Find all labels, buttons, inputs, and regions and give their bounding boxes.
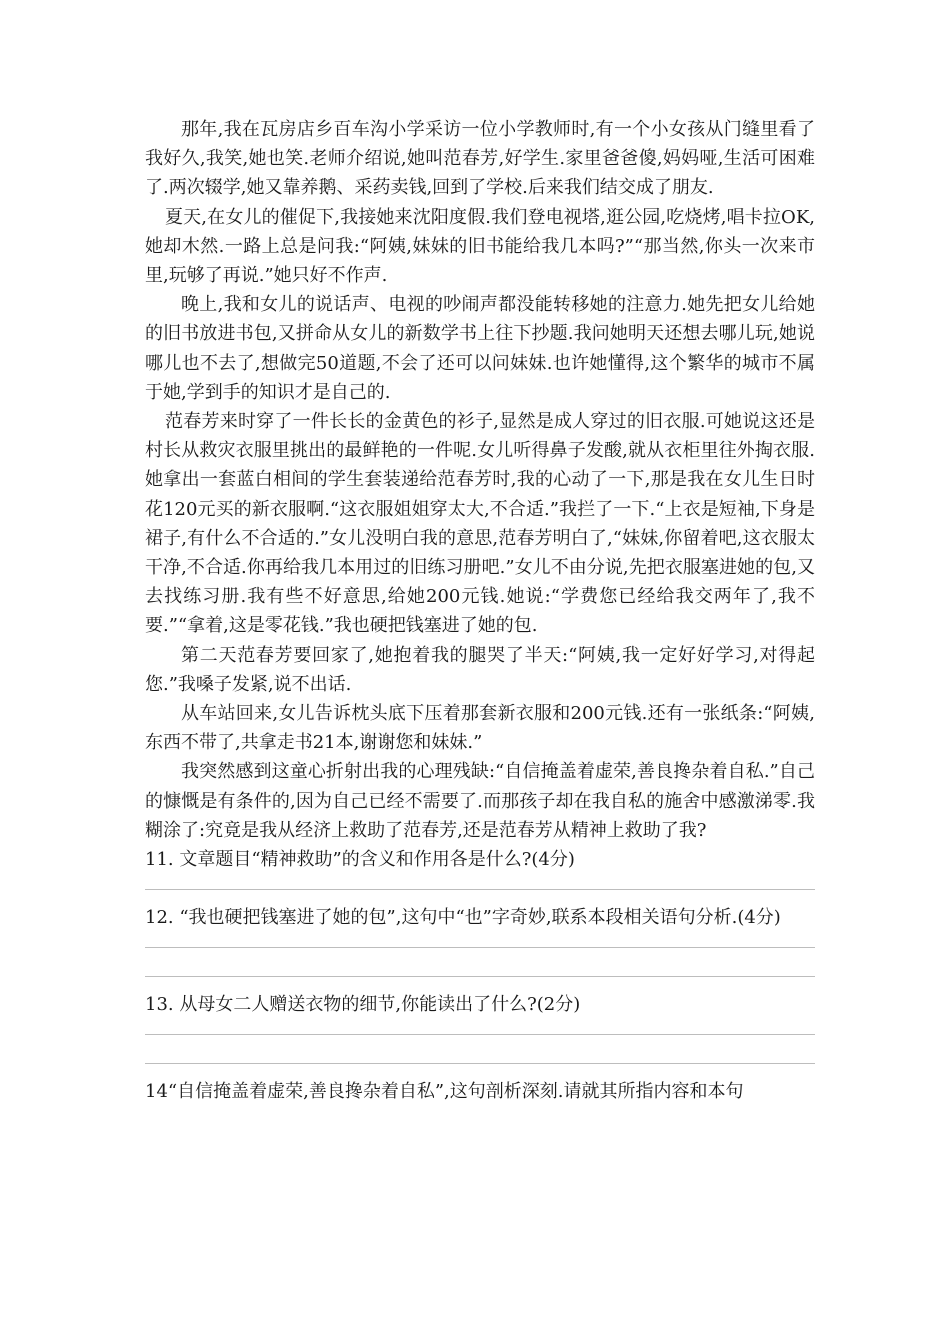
answer-line-13a[interactable] (145, 1019, 815, 1048)
exam-page (145, 115, 815, 1106)
question-13: 13. 从母女二人赠送衣物的细节,你能读出了什么?(2分) (145, 994, 581, 1016)
passage-paragraph-2: 夏天,在女儿的催促下,我接她来沈阳度假.我们登电视塔,逛公园,吃烧烤,唱卡拉OK,她却木然.一路上总是问我:“阿姨,妹妹的旧书能给我几本吗?”“那当然,你头一次来市里,玩够了再说.”她只好不作声. (145, 206, 815, 287)
passage-paragraph-7: 我突然感到这童心折射出我的心理残缺:“自信掩盖着虚荣,善良搀杂着自私.”自己的慷慨是有条件的,因为自己已经不需要了.而那孩子却在我自私的施舍中感激涕零.我糊涂了:究竟是我从经济上救助了范春芳,还是范春芳从精神上救助了我? (145, 761, 815, 841)
question-14: 14“自信掩盖着虚荣,善良搀杂着自私”,这句剖析深刻.请就其所指内容和本句 (145, 1081, 744, 1103)
passage-paragraph-6: 从车站回来,女儿告诉枕头底下压着那套新衣服和200元钱.还有一张纸条:“阿姨,东西不带了,共拿走书21本,谢谢您和妹妹.” (145, 703, 815, 754)
answer-line-12a[interactable] (145, 932, 815, 961)
passage (145, 115, 815, 845)
answer-line-11[interactable] (145, 874, 815, 903)
passage-paragraph-3: 晚上,我和女儿的说话声、电视的吵闹声都没能转移她的注意力.她先把女儿给她的旧书放进书包,又拼命从女儿的新数学书上往下抄题.我问她明天还想去哪儿玩,她说哪儿也不去了,想做完50道题,不会了还可以问妹妹.也许她懂得,这个繁华的城市不属于她,学到手的知识才是自己的. (145, 294, 815, 403)
passage-paragraph-5: 第二天范春芳要回家了,她抱着我的腿哭了半天:“阿姨,我一定好好学习,对得起您.”我嗓子发紧,说不出话. (145, 644, 815, 695)
question-12: 12. “我也硬把钱塞进了她的包”,这句中“也”字奇妙,联系本段相关语句分析.(4分) (145, 907, 781, 929)
passage-paragraph-1: 那年,我在瓦房店乡百车沟小学采访一位小学教师时,有一个小女孩从门缝里看了我好久,我笑,她也笑.老师介绍说,她叫范春芳,好学生.家里爸爸傻,妈妈哑,生活可困难了.两次辍学,她又靠养鹅、采药卖钱,回到了学校.后来我们结交成了朋友. (145, 119, 815, 199)
answer-line-13b[interactable] (145, 1048, 815, 1077)
questions (145, 845, 815, 1106)
question-11: 11. 文章题目“精神救助”的含义和作用各是什么?(4分) (145, 849, 575, 871)
passage-paragraph-4: 范春芳来时穿了一件长长的金黄色的衫子,显然是成人穿过的旧衣服.可她说这还是村长从救灾衣服里挑出的最鲜艳的一件呢.女儿听得鼻子发酸,就从衣柜里往外掏衣服.她拿出一套蓝白相间的学生套装递给范春芳时,我的心动了一下,那是我在女儿生日时花120元买的新衣服啊.“这衣服姐姐穿太大,不合适.”我拦了一下.“上衣是短袖,下身是裙子,有什么不合适的.”女儿没明白我的意思,范春芳明白了,“妹妹,你留着吧,这衣服太干净,不合适.你再给我几本用过的旧练习册吧.”女儿不由分说,先把衣服塞进她的包,又去找练习册.我有些不好意思,给她200元钱.她说:“学费您已经给我交两年了,我不要.”“拿着,这是零花钱.”我也硬把钱塞进了她的包. (145, 411, 815, 637)
answer-line-12b[interactable] (145, 961, 815, 990)
